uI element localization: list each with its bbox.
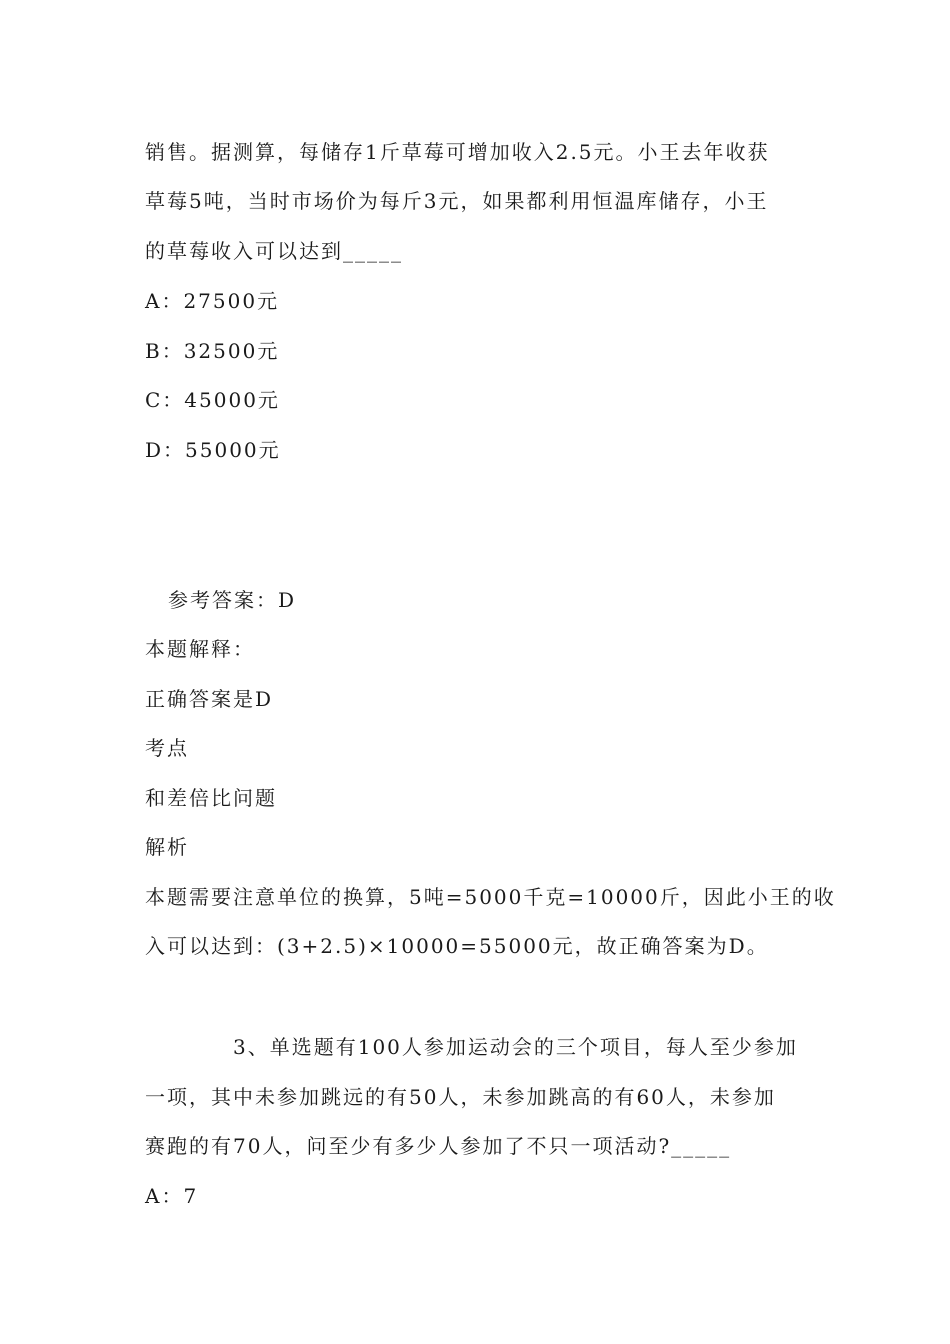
- option-b: B：32500元: [145, 339, 280, 363]
- jiexi-line: 本题需要注意单位的换算，5吨=5000千克=10000斤，因此小王的收: [145, 885, 836, 909]
- option-d: D：55000元: [145, 438, 281, 462]
- kaodian-value: 和差倍比问题: [145, 786, 277, 810]
- reference-answer: 参考答案：D: [168, 588, 297, 612]
- jiexi-label: 解析: [145, 835, 189, 859]
- explanation-title: 本题解释：: [145, 637, 255, 661]
- stem-line: 一项，其中未参加跳远的有50人，未参加跳高的有60人，未参加: [145, 1085, 776, 1109]
- jiexi-line: 入可以达到：(3+2.5)×10000=55000元，故正确答案为D。: [145, 934, 769, 958]
- stem-line: 草莓5吨，当时市场价为每斤3元，如果都利用恒温库储存，小王: [145, 189, 769, 213]
- option-a: A：27500元: [145, 289, 280, 313]
- option-c: C：45000元: [145, 388, 280, 412]
- option-a: A：7: [145, 1184, 199, 1208]
- stem-line: 销售。据测算，每储存1斤草莓可增加收入2.5元。小王去年收获: [145, 140, 770, 164]
- stem-line: 3、单选题有100人参加运动会的三个项目，每人至少参加: [233, 1035, 798, 1059]
- stem-line: 的草莓收入可以达到_____: [145, 239, 403, 263]
- kaodian-label: 考点: [145, 736, 189, 760]
- correct-answer: 正确答案是D: [145, 687, 274, 711]
- stem-line: 赛跑的有70人，问至少有多少人参加了不只一项活动?_____: [145, 1134, 732, 1158]
